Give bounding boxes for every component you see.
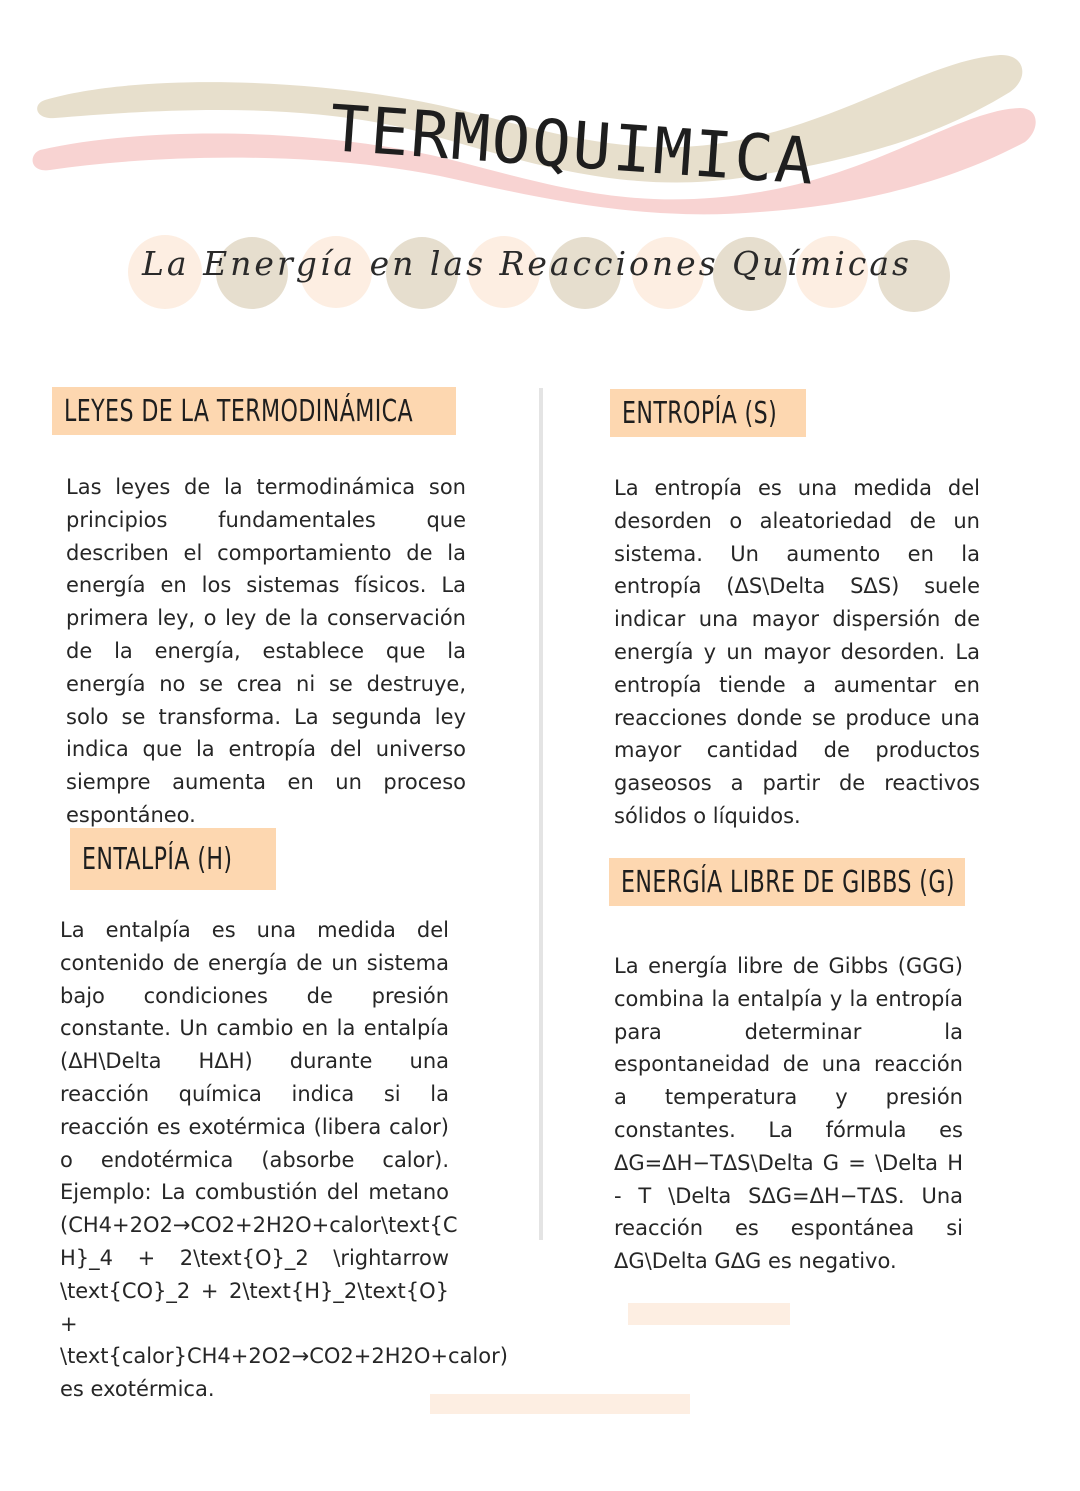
heading-text: ENTROPÍA (S) (622, 395, 778, 431)
section-body-leyes: Las leyes de la termodinámica son principios fundamentales que describen el comportamiento de la energía en los sistemas físicos. La primera ley, o ley de la conservación de la energía, establece que la energía no se crea ni se destruye, solo se transforma. La segunda ley indica que la entropía del universo siempre aumenta en un proceso espontáneo. (66, 475, 466, 827)
section-heading-gibbs (609, 858, 965, 906)
section-body-entropia: La entropía es una medida del desorden o aleatoriedad de un sistema. Un aumento en la entropía (ΔS\Delta SΔS) suele indicar una mayor dispersión de energía y un mayor desorden. La entropía tiende a aumentar en reacciones donde se produce una mayor cantidad de productos gaseosos a partir de reactivos sólidos o líquidos. (614, 476, 980, 828)
page-title: TERMOQUIMICA (327, 92, 818, 200)
section-heading-leyes (52, 387, 456, 435)
heading-text: ENTALPÍA (H) (82, 841, 233, 877)
heading-text: ENERGÍA LIBRE DE GIBBS (G) (621, 864, 955, 900)
section-body-gibbs: La energía libre de Gibbs (GGG) combina la entalpía y la entropía para determinar la espontaneidad de una reacción a temperatura y presión constantes. La fórmula es ΔG=ΔH−TΔS\Delta G = \Delta H - T \Delta SΔG=ΔH−TΔS. Una reacción es espontánea si ΔG\Delta GΔG es negativo. (614, 954, 963, 1274)
column-divider (539, 388, 543, 1240)
section-body-entalpia: La entalpía es una medida del contenido de energía de un sistema bajo condiciones de presión constante. Un cambio en la entalpía (ΔH\Delta HΔH) durante una reacción química indica si la reacción es exotérmica (libera calor) o endotérmica (absorbe calor). Ejemplo: La combustión del metano (CH4+2O2→CO2+2H2O+calor\text{C H}_4 + 2\text{O}_2 \rightarrow \text{CO}_2 + 2\text{H}_2\text{O} + \text{calor}CH4+2O2→CO2+2H2O+calor) es exotérmica. (60, 918, 508, 1402)
section-heading-entropia (610, 389, 806, 437)
decorative-bar (628, 1303, 790, 1325)
page-subtitle: La Energía en las Reacciones Químicas (142, 244, 912, 283)
heading-text: LEYES DE LA TERMODINÁMICA (64, 393, 414, 429)
decorative-bar (430, 1394, 690, 1414)
section-heading-entalpia (70, 828, 276, 890)
